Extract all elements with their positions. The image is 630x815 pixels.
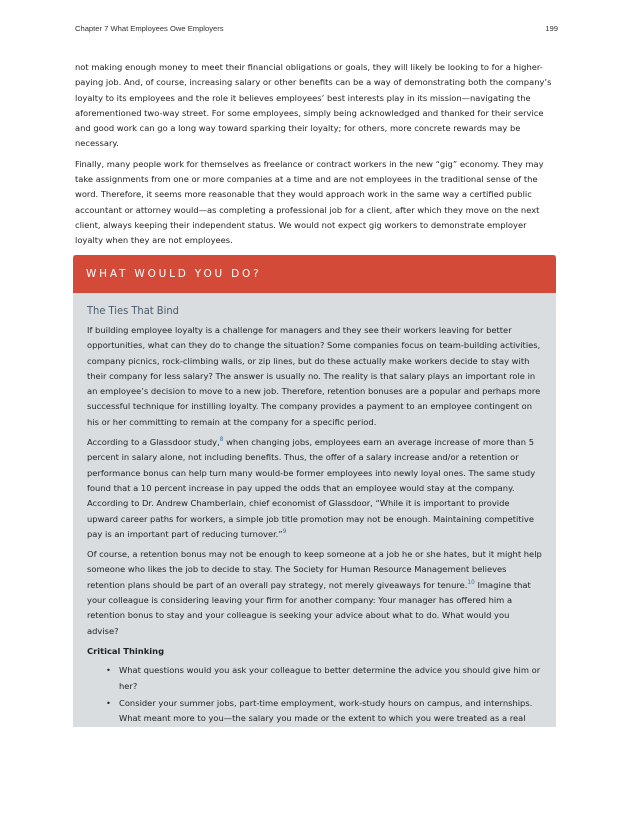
- main-text: [75, 60, 557, 254]
- footnote-ref-8[interactable]: 8: [219, 437, 224, 444]
- page-header: [75, 24, 558, 33]
- critical-thinking-heading: Critical Thinking: [87, 645, 165, 656]
- feature-box-content: [73, 293, 556, 726]
- list-item: • Consider your summer jobs, part-time employment, work-study hours on campus, and internships. What meant more to you—the salary you made or the extent to which you were treated as a real: [119, 696, 542, 727]
- paragraph: According to a Glassdoor study,$^8$ when changing jobs, employees earn an average increase of more than 5 percent in salary alone, not including benefits. Thus, the offer of a salary increase and/or a retention or performance bonus can help turn many would-be former employees into newly loyal ones. The same study found that a 10 percent increase in pay upped the odds that an employee would stay at the company. According to Dr. Andrew Chamberlain, chief economist of Glassdoor, “While it is important to provide upward career paths for workers, a simple job title promotion may not be enough. Maintaining competitive pay is an important part of reducing turnover.”$^9$: [87, 437, 536, 539]
- footnote-ref-9[interactable]: 9: [282, 528, 287, 535]
- page-number: 199: [545, 24, 558, 33]
- feature-box-subtitle: The Ties That Bind: [87, 304, 179, 317]
- paragraph: not making enough money to meet their financial obligations or goals, they will likely be looking to for a higher-paying job. And, of course, increasing salary or other benefits can be a way of demonstrating both the company’s loyalty to its employees and the role it believes employees’ best interests play in its mission—navigating the aforementioned two-way street. For some employees, simply being acknowledged and thanked for their service and good work can go a long way toward sparking their loyalty; for others, more concrete rewards may be necessary.: [75, 62, 552, 149]
- chapter-title: Chapter 7 What Employees Owe Employers: [75, 24, 224, 33]
- footnote-ref-10[interactable]: 10: [467, 579, 475, 586]
- paragraph: Finally, many people work for themselves as freelance or contract workers in the new “gig” economy. They may take assignments from one or more companies at a time and are not employees in the traditional sense of the word. Therefore, it seems more reasonable that they would approach work in the same way a certified public accountant or attorney would—as completing a professional job for a client, after which they move on the next client, always keeping their independent status. We would not expect gig workers to demonstrate employer loyalty when they are not employees.: [75, 158, 544, 246]
- paragraph: Of course, a retention bonus may not be enough to keep someone at a job he or she hates, but it might help someone who likes the job to decide to stay. The Society for Human Resource Management believes retention plans should be part of an overall pay strategy, not merely giveaways for tenure.$^{10}$ Imagine that your colleague is considering leaving your firm for another company: Your manager has offered him a retention bonus to stay and your colleague is seeking your advice about what to do. What would you advise?: [87, 549, 542, 636]
- list-item: • What questions would you ask your colleague to better determine the advice you should give him or her?: [119, 663, 542, 694]
- critical-thinking-list: [87, 663, 542, 726]
- what-would-you-do-feature-box: [73, 255, 556, 727]
- paragraph: If building employee loyalty is a challenge for managers and they see their workers leaving for better opportunities, what can they do to change the situation? Some companies focus on team-building activities, company picnics, rock-climbing walls, or zip lines, but do these actually make workers decide to stay with their company for less salary? The answer is usually no. The reality is that salary plays an important role in an employee’s decision to move to a new job. Therefore, retention bonuses are a popular and perhaps more successful technique for instilling loyalty. The company provides a payment to an employee contingent on his or her committing to remain at the company for a specific period.: [87, 325, 541, 427]
- feature-box-title: WHAT WOULD YOU DO?: [73, 255, 556, 293]
